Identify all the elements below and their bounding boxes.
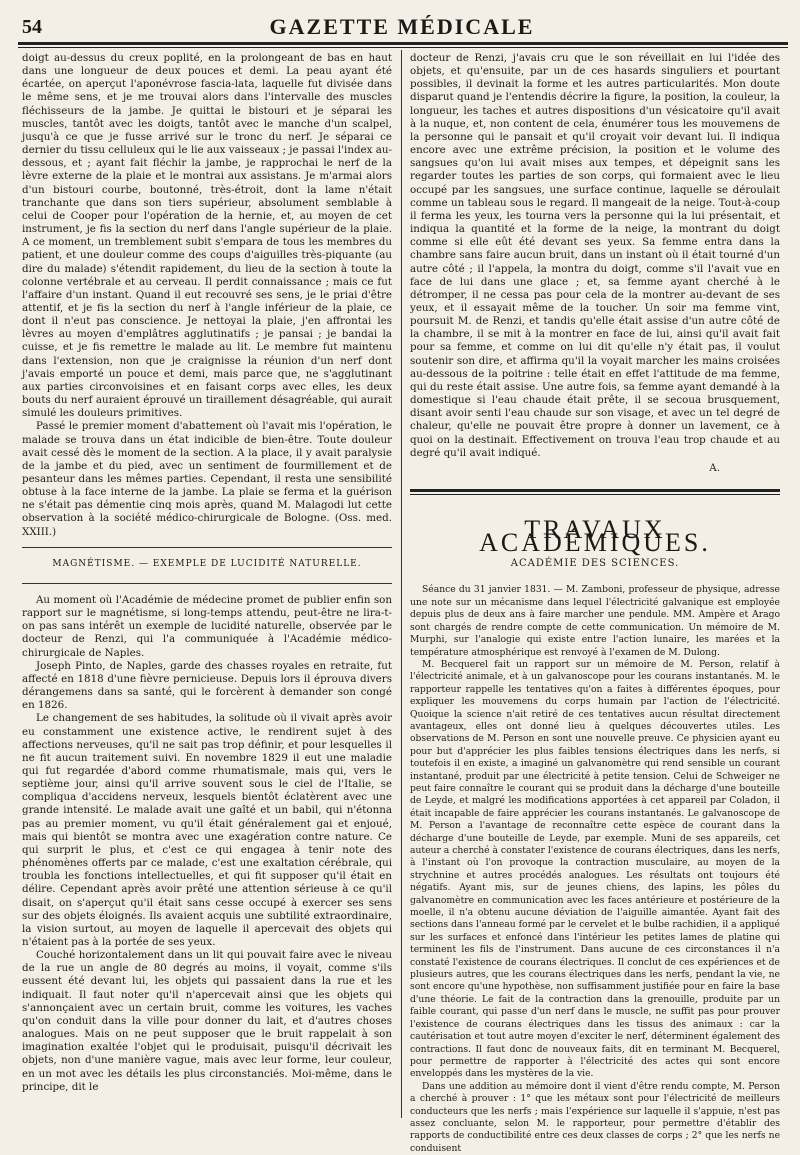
paragraph: M. Becquerel fait un rapport sur un mémoire de M. Person, relatif à l'électricité animale, et à un galvanoscope pour les courans instantanés. M. le rapporteur rappelle les tentatives qu'on a faites à différentes époques, pour expliquer les mouvemens du corps humain par l'action de l'électricité. Quoique la science n'ait retiré de ces tentatives aucun résultat directement avantageux, elles ont donné lieu à quelques découvertes utiles. Les observations de M. Person en sont une nouvelle preuve. Ce physicien ayant eu pour but d'apprécier les plus faibles tensions électriques dans les nerfs, si toutefois il en existe, a imaginé un galvanomètre qui rend sensible un courant instantané, produit par une électricité à petite tension. Celui de Schweiger ne peut faire connaître le courant qui se produit dans la décharge d'une bouteille de Leyde, et malgré les modifications apportées à cet appareil par Coladon, il était incapable de faire apprécier les courans instantanés. Le galvanoscope de M. Person a l'avantage de reconnaître cette espèce de courant dans la décharge d'une bouteille de Leyde, par exemple. Muni de ses appareils, cet auteur a cherché à constater l'existence de courans électriques, dans les nerfs, à l'instant où l'on provoque la contraction musculaire, au moyen de la strychnine et autres procédés analogues. Les résultats ont toujours été négatifs. Ayant mis, sur de jeunes chiens, des lapins, les pôles du galvanomètre en communication avec les faces antérieure et postérieure de la moelle, il n'a obtenu aucune déviation de l'aiguille aimantée. Ayant fait des sections dans l'anneau formé par le cervelet et le bulbe rachidien, il a appliqué sur les surfaces et enfoncé dans l'intérieur les petites lames de platine qui terminent les fils de l'instrument. Dans aucune de ces circonstances il n'a constaté l'existence de courans électriques. Il conclut de ces expériences et de plusieurs autres, que les courans électriques dans les nerfs, pendant la vie, ne sont encore qu'une hypothèse, non suffisamment justifiée pour en faire la base d'une théorie. Le fait de la contraction dans la grenouille, produite par un faible courant, qui passe d'un nerf dans le muscle, ne suffit pas pour prouver l'existence de courans électriques dans les tissus des animaux : car la cautérisation et tout autre moyen d'exciter le nerf, déterminent également des contractions. Il faut donc de nouveaux faits, dit en terminant M. Becquerel, pour permettre de rapporter à l'électricité des actes qui sont encore enveloppés dans les mystères de la vie.: [410, 658, 780, 1080]
header-rule-thick: [18, 42, 788, 45]
paragraph: docteur de Renzi, j'avais cru que le son réveillait en lui l'idée des objets, et qu'ensuite, par un de ces hasards singuliers et pourtant possibles, il devinait la forme et les autres particularités. Mon doute disparut quand je l'entendis décrire la figure, la position, la couleur, la longueur, les taches et autres dispositions d'un vésicatoire qu'il avait à la nuque, et, non content de cela, énumérer tous les mouvemens de la personne qui le pansait et qu'il croyait voir devant lui. Il indiqua encore avec une extrême précision, la position et le volume des sangsues qu'on lui avait mises aux tempes, et dépeignit sans les regarder toutes les parties de son corps, qui formaient avec le lieu occupé par les sangsues, une surface continue, laquelle se déroulait comme un tableau sous le regard. Il mangeait de la neige. Tout-à-coup il ferma les yeux, les tourna vers la personne qui la lui présentait, et indiqua la quantité et la forme de la neige, la montrant du doigt comme si elle eût été devant ses yeux. Sa femme entra dans la chambre sans faire aucun bruit, dans un instant où il était tourné d'un autre côté ; il l'appela, la montra du doigt, comme s'il l'avait vue en face de lui dans une glace ; et, sa femme ayant cherché à le détromper, il ne cessa pas pour cela de la montrer au-devant de ses yeux, et il essayait même de la toucher. Un soir ma femme vint, poursuit M. de Renzi, et tandis qu'elle était assise d'un autre côté de la chambre, il se mit à la montrer en face de lui, ainsi qu'il avait fait pour sa femme, et comme on lui dit qu'elle n'y était pas, il voulut soutenir son dire, et affirma qu'il la voyait marcher les mains croisées au-dessous de la poitrine : telle était en effet l'attitude de ma femme, qui du reste était assise. Une autre fois, sa femme ayant demandé à la domestique si l'eau chaude était prête, il se secoua brusquement, disant avoir senti l'eau chaude sur son visage, et avec un tel degré de chaleur, qu'elle ne pouvait être propre à donner un lavement, ce à quoi on la destinait. Effectivement on trouva l'eau trop chaude et au degré qu'il avait indiqué.: [410, 52, 780, 459]
column-divider: [401, 50, 402, 1118]
paragraph: Couché horizontalement dans un lit qui pouvait faire avec le niveau de la rue un angle de 80 degrés au moins, il voyait, comme s'ils eussent été devant lui, les objets qui passaient dans la rue et les indiquait. Il faut noter qu'il n'apercevait ainsi que les objets qui s'annonçaient avec un certain bruit, comme les voitures, les vaches qu'on conduit dans la ville pour donner du lait, et d'autres choses analogues. Mais on ne peut supposer que le bruit rappelait à son imagination exaltée l'objet qui le produisait, puisqu'il décrivait les objets, non d'une manière vague, mais avec leur forme, leur couleur, en un mot avec les détails les plus circonstanciés. Moi-même, dans le principe, dit le: [22, 949, 392, 1093]
paragraph: Passé le premier moment d'abattement où l'avait mis l'opération, le malade se trouva dans un état indicible de bien-être. Toute douleur avait cessé dès le moment de la section. A la place, il y avait paralysie de la jambe et du pied, avec un sentiment de fourmillement et de pesanteur dans les mêmes parties. Cependant, il resta une sensibilité obtuse à la face interne de la jambe. La plaie se ferma et la guérison ne s'était pas démentie cinq mois après, quand M. Malagodi lut cette observation à la société médico-chirurgicale de Bologne. (Oss. med. XXIII.): [22, 420, 392, 538]
section-title: TRAVAUX ACADÉMIQUES.: [479, 515, 711, 558]
subsection-title: ACADÉMIE DES SCIENCES.: [510, 558, 680, 570]
paragraph: Séance du 31 janvier 1831. — M. Zamboni, professeur de physique, adresse une note sur un mécanisme dans lequel l'électricité galvanique est employée depuis plus de deux ans à faire marcher une pendule. MM. Ampère et Arago sont chargés de rendre compte de cette communication. Un mémoire de M. Murphi, sur l'analogie qui existe entre l'action lunaire, les marées et la température atmosphérique est renvoyé à l'examen de M. Dulong.: [410, 584, 780, 658]
right-column: [410, 52, 780, 1155]
header-rule-thin: [18, 47, 788, 48]
paragraph: Le changement de ses habitudes, la solitude où il vivait après avoir eu constamment une existence active, le rendirent sujet à des affections nerveuses, qu'il ne sait pas trop définir, et pour lesquelles il ne fit aucun traitement suivi. En novembre 1829 il eut une maladie qui fut regardée d'abord comme rhumatismale, mais qui, vers le septième jour, ainsi qu'il arrive souvent sous le ciel de l'Italie, se compliqua d'accidens nerveux, lesquels bientôt éclatèrent avec une grande intensité. Le malade avait une gaîté et un babil, qui n'étonna pas au premier moment, vu qu'il était généralement gai et enjoué, mais qui bientôt se montra avec une exagération contre nature. Ce qui surprit le plus, et c'est ce qui engagea à tenir note des phénomènes offerts par ce malade, c'est une exaltation cérébrale, qui troubla les fonctions intellectuelles, et qui fit supposer qu'il était en délire. Cependant après avoir prêté une attention sérieuse à ce qu'il disait, on s'aperçut qu'il était sans cesse occupé à exercer ses sens sur des objets éloignés. Ils avaient acquis une subtilité extraordinaire, la vision surtout, au moyen de laquelle il apercevait des objets qui n'étaient pas à la portée de ses yeux.: [22, 712, 392, 948]
paragraph: Dans une addition au mémoire dont il vient d'être rendu compte, M. Person a cherché à prouver : 1° que les métaux sont pour l'électricité de meilleurs conducteurs que les nerfs ; mais l'expérience sur laquelle il s'appuie, n'est pas assez concluante, selon M. le rapporteur, pour permettre d'établir des rapports de conductibilité entre ces deux classes de corps ; 2° que les nerfs ne conduisent: [410, 1080, 780, 1154]
academy-report: [410, 584, 780, 1155]
section-rule: [22, 547, 392, 548]
section-heading: MAGNÉTISME. — EXEMPLE DE LUCIDITÉ NATURELLE.: [52, 558, 362, 569]
signature: A.: [709, 461, 720, 474]
paragraph: doigt au-dessus du creux poplité, en la prolongeant de bas en haut dans une longueur de deux pouces et demi. La peau ayant été écartée, on aperçut l'aponévrose fascia-lata, laquelle fut divisée dans le même sens, et je me trouvai alors dans l'intervalle des muscles fléchisseurs de la jambe. Je quittai le bistouri et je séparai les muscles, tantôt avec les doigts, tantôt avec le manche d'un scalpel, jusqu'à ce que je fusse arrivé sur le tronc du nerf. Je séparai ce dernier du tissu celluleux qui le lie aux vaisseaux ; je passai l'index au-dessous, et ; ayant fait fléchir la jambe, je rapprochai le nerf de la lèvre externe de la plaie et le montrai aux assistans. Je m'armai alors d'un bistouri courbe, boutonné, très-étroit, dont la lame n'était tranchante que dans son tiers supérieur, absolument semblable à celui de Cooper pour l'opération de la hernie, et, au moyen de cet instrument, je fis la section du nerf dans l'angle supérieur de la plaie. A ce moment, un tremblement subit s'empara de tous les membres du patient, et une douleur comme des coups d'aiguilles très-piquante (au dire du malade) s'étendit rapidement, du lieu de la section à toute la colonne vertébrale et au cerveau. Il perdit connaissance ; mais ce fut l'affaire d'un instant. Quand il eut recouvré ses sens, je le priai d'être attentif, et je fis la section du nerf à l'angle inférieur de la plaie, ce dont il n'eut pas conscience. Je nettoyai la plaie, j'en affrontai les lèvres au moyen d'emplâtres agglutinatifs ; je pansai ; je bandai la cuisse, et je fis remettre le malade au lit. Le membre fut maintenu dans l'extension, non que je craignisse la réunion d'un nerf dont j'avais emporté un pouce et demi, mais parce que, ne s'agglutinant aux parties circonvoisines et en faisant corps avec elles, les deux bouts du nerf auraient éprouvé un tiraillement désagréable, qui aurait simulé les douleurs primitives.: [22, 52, 392, 420]
section-rule: [22, 583, 392, 584]
section-divider-thin: [410, 494, 780, 495]
journal-title: GAZETTE MÉDICALE: [269, 14, 535, 39]
left-column: [22, 52, 392, 1094]
paragraph: Joseph Pinto, de Naples, garde des chasses royales en retraite, fut affecté en 1818 d'une fièvre pernicieuse. Depuis lors il éprouva divers dérangemens dans sa santé, qui le forcèrent à demander son congé en 1826.: [22, 659, 392, 712]
page-number: 54: [22, 16, 42, 38]
paragraph: Au moment où l'Académie de médecine promet de publier enfin son rapport sur le magnétisme, si long-temps attendu, peut-être ne lira-t-on pas sans intérêt un exemple de lucidité naturelle, observée par le docteur de Renzi, qui l'a communiquée à l'Académie médico-chirurgicale de Naples.: [22, 593, 392, 659]
section-divider-thick: [410, 489, 780, 492]
page-header: [18, 12, 786, 42]
